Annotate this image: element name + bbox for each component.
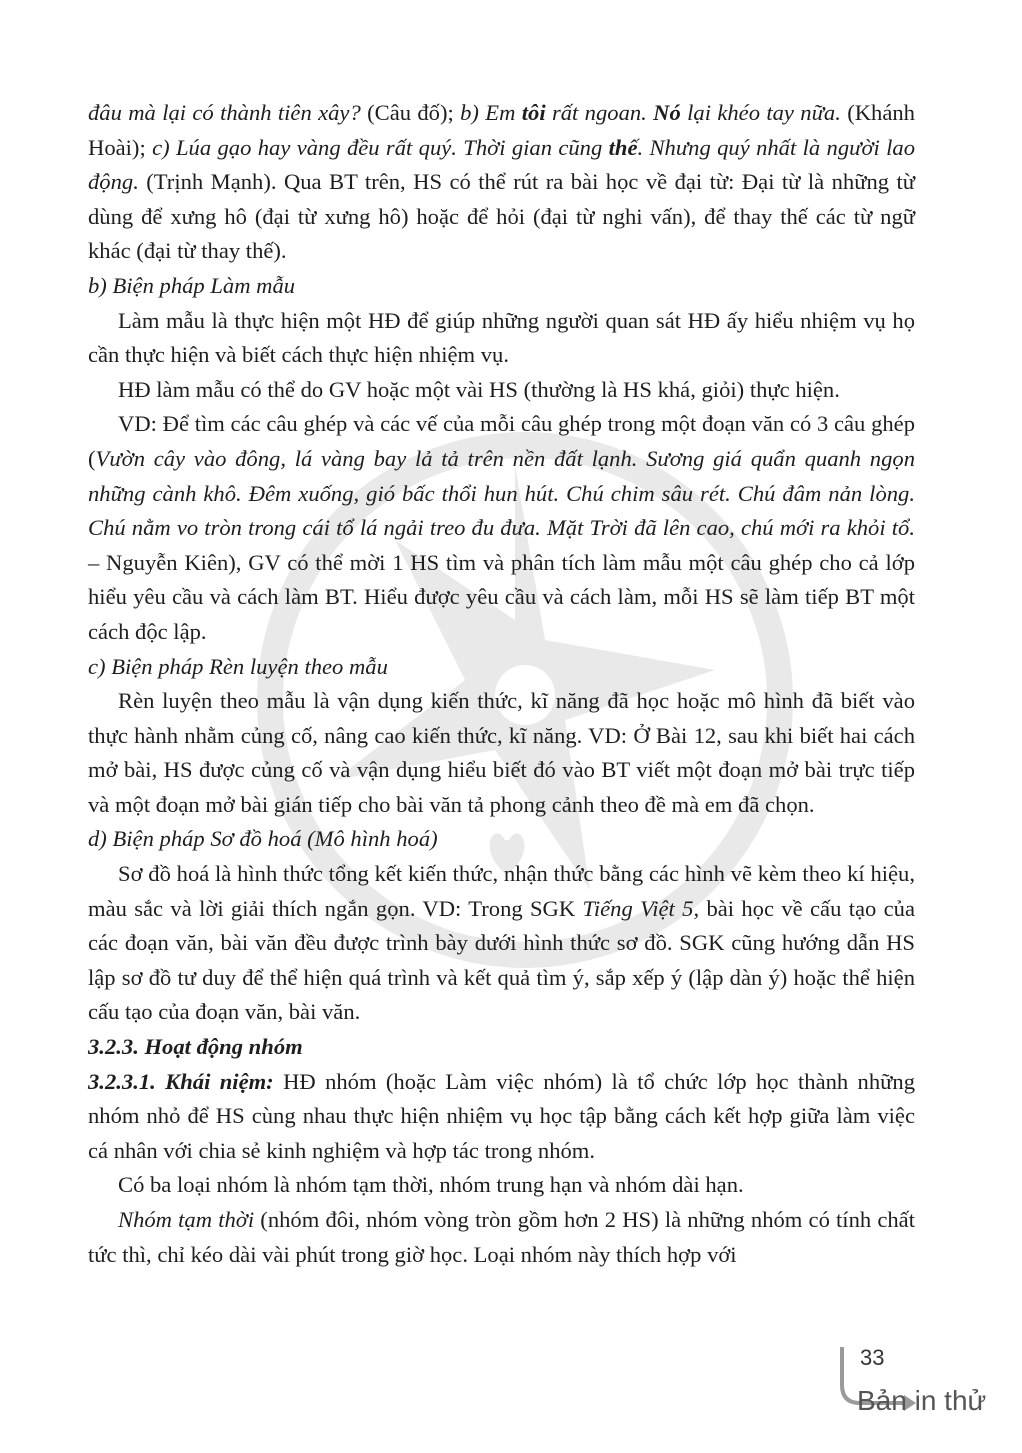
section-subheading [88,650,915,685]
text-run: (Câu đố); [360,100,461,125]
text-run: Có ba loại nhóm là nhóm tạm thời, nhóm trung hạn và nhóm dài hạn. [118,1172,744,1198]
text-run: – Nguyễn Kiên), GV có thể mời 1 HS tìm và phân tích làm mẫu một câu ghép cho cả lớp hiểu yêu cầu và cách làm BT. Hiểu được yêu cầu và cách làm, mỗi HS sẽ làm tiếp BT một cách độc lập. [88,549,915,644]
text-run: Nhóm tạm thời [118,1207,255,1232]
text-run: (nhóm đôi, nhóm vòng tròn gồm hơn 2 HS) là những nhóm có tính chất tức thì, chỉ kéo dài vài phút trong giờ học. Loại nhóm này thích hợp với [88,1207,915,1267]
text-run: Làm mẫu là thực hiện một HĐ để giúp những người quan sát HĐ ấy hiểu nhiệm vụ họ cần thực hiện và biết cách thực hiện nhiệm vụ. [88,307,915,368]
text-run: 3.2.3.1. Khái niệm: [88,1068,274,1094]
text-run: tôi [521,100,546,125]
document-body [88,96,915,1272]
paragraph [88,96,915,269]
paragraph [88,857,915,1030]
text-run: (Khánh Hoài); [88,100,915,160]
text-run: VD: Để tìm các câu ghép và các vế của mỗi câu ghép trong một đoạn văn có 3 câu ghép ( [88,411,915,471]
text-run: Vườn cây vào đông, lá vàng bay lả tả trên nền đất lạnh. Sương giá quẩn quanh ngọn những cành khô. Đêm xuống, gió bấc thổi hun hút. Chú chim sâu rét. Chú đâm nản lòng. Chú nằm vo tròn trong cái tổ lá ngải treo đu đưa. Mặt Trời đã lên cao, chú mới ra khỏi tổ. [88,445,915,541]
text-run: Nó [653,100,681,125]
text-run: c) Lúa gạo hay vàng đều rất quý. Thời gian cũng [152,134,609,160]
section-heading [88,1030,915,1065]
text-run: HĐ làm mẫu có thể do GV hoặc một vài HS (thường là HS khá, giỏi) thực hiện. [118,376,840,402]
text-run: thế [608,134,638,160]
text-run: , bài học về cấu tạo của các đoạn văn, bài văn đều được trình bày dưới hình thức sơ đồ. SGK cũng hướng dẫn HS lập sơ đồ tư duy để thể hiện quá trình và kết quả tìm ý, sắp xếp ý (lập dàn ý) hoặc thể hiện cấu tạo của đoạn văn, bài văn. [88,895,915,1025]
text-run: lại khéo tay nữa. [680,100,841,125]
text-run: c) Biện pháp Rèn luyện theo mẫu [88,653,388,679]
paragraph [88,1203,915,1272]
paragraph [88,407,915,649]
paragraph [88,1065,915,1169]
text-run: Sơ đồ hoá là hình thức tổng kết kiến thức, nhận thức bằng các hình vẽ kèm theo kí hiệu, màu sắc và lời giải thích ngắn gọn. VD: Trong SGK [88,861,915,921]
text-run: d) Biện pháp Sơ đồ hoá (Mô hình hoá) [88,826,438,852]
text-run: b) Em [460,100,522,125]
section-subheading [88,269,915,304]
text-run: đâu mà lại có thành tiên xây? [88,100,361,125]
text-run: HĐ nhóm (hoặc Làm việc nhóm) là tổ chức lớp học thành những nhóm nhỏ để HS cùng nhau thực hiện nhiệm vụ học tập bằng cách kết hợp giữa làm việc cá nhân với chia sẻ kinh nghiệm và hợp tác trong nhóm. [88,1068,915,1163]
text-run: rất ngoan. [545,100,654,125]
text-run: 3.2.3. Hoạt động nhóm [88,1034,303,1060]
paragraph [88,373,915,408]
text-run: . Nhưng quý nhất là người lao động. [88,134,915,195]
text-run: Tiếng Việt 5 [582,895,694,921]
page-number: 33 [860,1345,885,1370]
page-footer [820,1335,1020,1453]
paragraph [88,1168,915,1203]
draft-label: Bản in thử [857,1385,987,1416]
paragraph [88,684,915,822]
text-run: (Trịnh Mạnh). Qua BT trên, HS có thể rút ra bài học về đại từ: Đại từ là những từ dùng để xưng hô (đại từ xưng hô) hoặc để hỏi (đại từ nghi vấn), để thay thế các từ ngữ khác (đại từ thay thế). [88,169,915,264]
paragraph [88,304,915,373]
section-subheading [88,822,915,857]
text-run: b) Biện pháp Làm mẫu [88,272,296,298]
text-run: Rèn luyện theo mẫu là vận dụng kiến thức, kĩ năng đã học hoặc mô hình đã biết vào thực hành nhằm củng cố, nâng cao kiến thức, kĩ năng. VD: Ở Bài 12, sau khi biết hai cách mở bài, HS được củng cố và vận dụng hiểu biết đó vào BT viết một đoạn mở bài trực tiếp và một đoạn mở bài gián tiếp cho bài văn tả phong cảnh theo đề mà em đã chọn. [88,688,915,817]
